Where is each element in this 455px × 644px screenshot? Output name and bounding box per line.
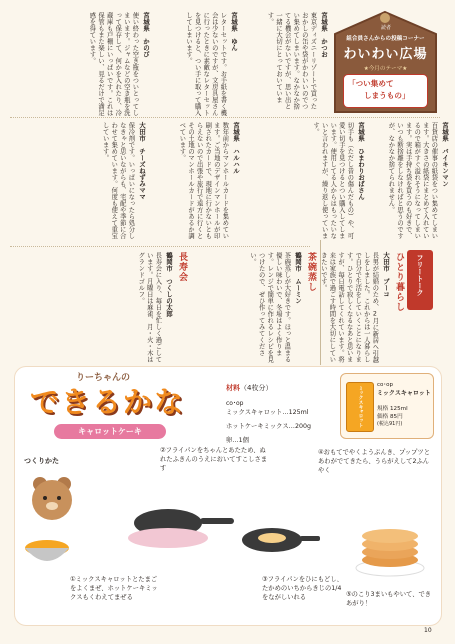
star-icon: ★	[402, 66, 408, 72]
materials-servings: （4枚分）	[240, 384, 273, 392]
section-region: 大田市	[382, 252, 390, 272]
post-text: レターセットです。お手紙を書く機会は少ないのですが、文房具屋さんに行ったときに素敵なレターセットを見つけると、つい手に取って購入してしまいます。	[185, 12, 227, 116]
step-5: ⑤のこり3まいもやいて、できあがり！	[346, 591, 432, 607]
post-name: かつお	[320, 38, 328, 58]
post-text: 保冷剤です。いっぱいになったら処分しなきゃと思いながらも、宅配や季節に合わせて集めています。何度も使えて重宝しています。	[101, 122, 135, 239]
post-1	[369, 122, 449, 240]
pan-ladle-illustration	[232, 500, 322, 570]
step-3: ③フライパンをひにもどし、たかめのいちからきじの1/4をながしいれる	[262, 576, 343, 601]
recipe-dish-badge	[54, 424, 166, 439]
post-text: 百貨店の催事の紙袋をつい集めてしまいます。大きさの紙袋にまとめて入れているので箱がすぐ溢れそうになってしまいます。実は手持ち袋を買うのも好きで、いつも断捨離をしなければと思うのですが、なかなか捨てられません。	[387, 122, 438, 239]
free-talk-label	[407, 250, 433, 310]
post-3	[238, 12, 328, 240]
pancake-stack-illustration	[350, 500, 430, 580]
section-text: 長寿会に入り、毎日を忙しく過ごしています。月曜日は麻雀、月・火・木はグランドゴルフ。	[137, 252, 162, 363]
post-text: 切手も（ただし昔の傷んだもの）や、可愛い切手を見つけるとつい購入してしまいます。使用してる人からはもったいないと言われますが、繰り返し使っています。	[312, 122, 354, 239]
post-region: 宮城県	[142, 12, 150, 32]
post-region: 宮城県	[232, 122, 240, 142]
post-text: 東京ディズニーリゾートで買ったおかしの缶や袋がかわいいのでつい集めてしまいます。なかなか捨てる機会がないですが、思い出と一緒に大切にとっておいています。	[266, 12, 317, 110]
recipe-dish: キャロットケーキ	[78, 427, 142, 436]
header-board	[333, 10, 438, 114]
post-name: ゆん	[230, 38, 238, 51]
post-4	[150, 12, 238, 116]
post-name: チーズねずみママ	[138, 148, 146, 200]
section-title: ひとり暮らし	[394, 252, 404, 312]
free-talk-section-1	[319, 252, 406, 364]
pan-illustration	[118, 478, 238, 558]
post-region: 宮城県	[441, 122, 449, 142]
section-text: 茶碗蒸しが大好きです。ほっと温まる優しい味わいで、冬場はよく作ります。レンジで簡単に作れるレシピを見つけたので、ぜひ作ってみてください。	[249, 252, 291, 363]
section-title: 長寿会	[177, 252, 187, 282]
product-box	[340, 373, 434, 439]
star-icon: ★	[363, 66, 369, 72]
product-spec: (税込91円)	[377, 421, 403, 427]
divider	[10, 117, 440, 119]
header-subtitle: 組合員さんからの投稿コーナー	[346, 36, 425, 42]
section-name: ムーミン	[294, 278, 302, 304]
post-name: ひまわりおばさん	[357, 148, 365, 200]
post-name: ハルハル	[232, 148, 240, 174]
theme-label-text: 今月のテーマ	[368, 66, 403, 72]
post-6	[150, 122, 240, 240]
section-text: 長男が結婚のため、2月に新居へ引越しをしました。これからは一人暮らしで自分で生活をしていくことになります。ひとりで寂しくなるなあと思いますが、毎日電話してくれています。将来は家族で過ごす時間を大切にしていきたいです。	[319, 252, 379, 364]
theme-line2: しまうもの」	[364, 91, 410, 100]
recipe-small-title: りーちゃんの	[76, 373, 131, 383]
materials-block	[226, 383, 336, 444]
header-title: わいわい広場	[343, 47, 428, 62]
product-package	[346, 382, 374, 432]
recipe-title: できるかな	[30, 385, 186, 419]
header-top-small: 読者	[380, 25, 391, 31]
section-name: つくしの太郎	[165, 278, 173, 317]
section-region: 鶴岡市	[165, 252, 173, 272]
page-number: 10	[424, 627, 432, 634]
bear-mascot	[22, 470, 82, 530]
post-region: 大田市	[138, 122, 146, 142]
theme-box	[343, 74, 428, 108]
product-name: ミックスキャロット	[377, 390, 431, 397]
material-item: ミックスキャロット…125ml	[226, 409, 309, 416]
step-1: ①ミックスキャロットとたまごをよくまぜ、ホットケーキミックスもくわえてまぜる	[70, 576, 158, 601]
post-region: 宮城県	[230, 12, 238, 32]
free-talk-section-2	[192, 252, 318, 364]
step-4: ④おもてでやくようぶんき、プップツとあわがでてきたら、うらがえして2ふんやく	[318, 449, 430, 474]
divider	[10, 246, 310, 248]
post-name: バイキンマン	[441, 148, 449, 187]
material-item: ホットケーキミックス…200g	[226, 423, 311, 430]
post-5	[14, 12, 150, 116]
theme-label	[337, 64, 434, 72]
post-text: 使い終わった空き瓶をついとってしまいます。ジャムなどの空き瓶を洗って保存して、何かを入れたり、冷蔵庫も戸棚にいっぱいです。これは保管もまた楽しい、見るだけで満足感を得ています。	[88, 12, 139, 116]
product-package-label: ミックスキャロット	[358, 386, 363, 428]
material-item: 卵…1個	[226, 437, 249, 444]
product-brand: co･op	[377, 382, 393, 388]
materials-label: 材料	[226, 384, 240, 392]
how-label: つくりかた	[24, 457, 59, 465]
free-talk-section-3	[14, 252, 189, 364]
post-7	[14, 122, 146, 240]
theme-line1: 「つい集めて	[348, 79, 394, 88]
post-region: 宮城県	[357, 122, 365, 142]
material-brand: co･op	[226, 400, 244, 407]
product-spec: 規格 125ml	[377, 406, 408, 412]
free-talk-label-text: フリートーク	[416, 254, 424, 296]
post-text: 数年前からマンホールカードを集めています。ご当地のデザインマンホールが印刷されたカードで、現地に行かないともらえないので出張や旅行で遠方に行くとその土地のマンホールカードがあるか調べています。	[178, 122, 229, 239]
bowl-illustration	[22, 530, 72, 570]
section-name: ブーコ	[382, 278, 390, 298]
post-region: 宮城県	[320, 12, 328, 32]
product-spec: 価格 85円	[377, 414, 403, 420]
post-name: かのび	[142, 38, 150, 58]
section-title: 茶碗蒸し	[306, 252, 316, 292]
step-2: ②フライパンをちゃんとあたため、ぬれたふきんのうえにおいてすこしさます	[160, 447, 268, 472]
section-region: 鶴岡市	[294, 252, 302, 272]
